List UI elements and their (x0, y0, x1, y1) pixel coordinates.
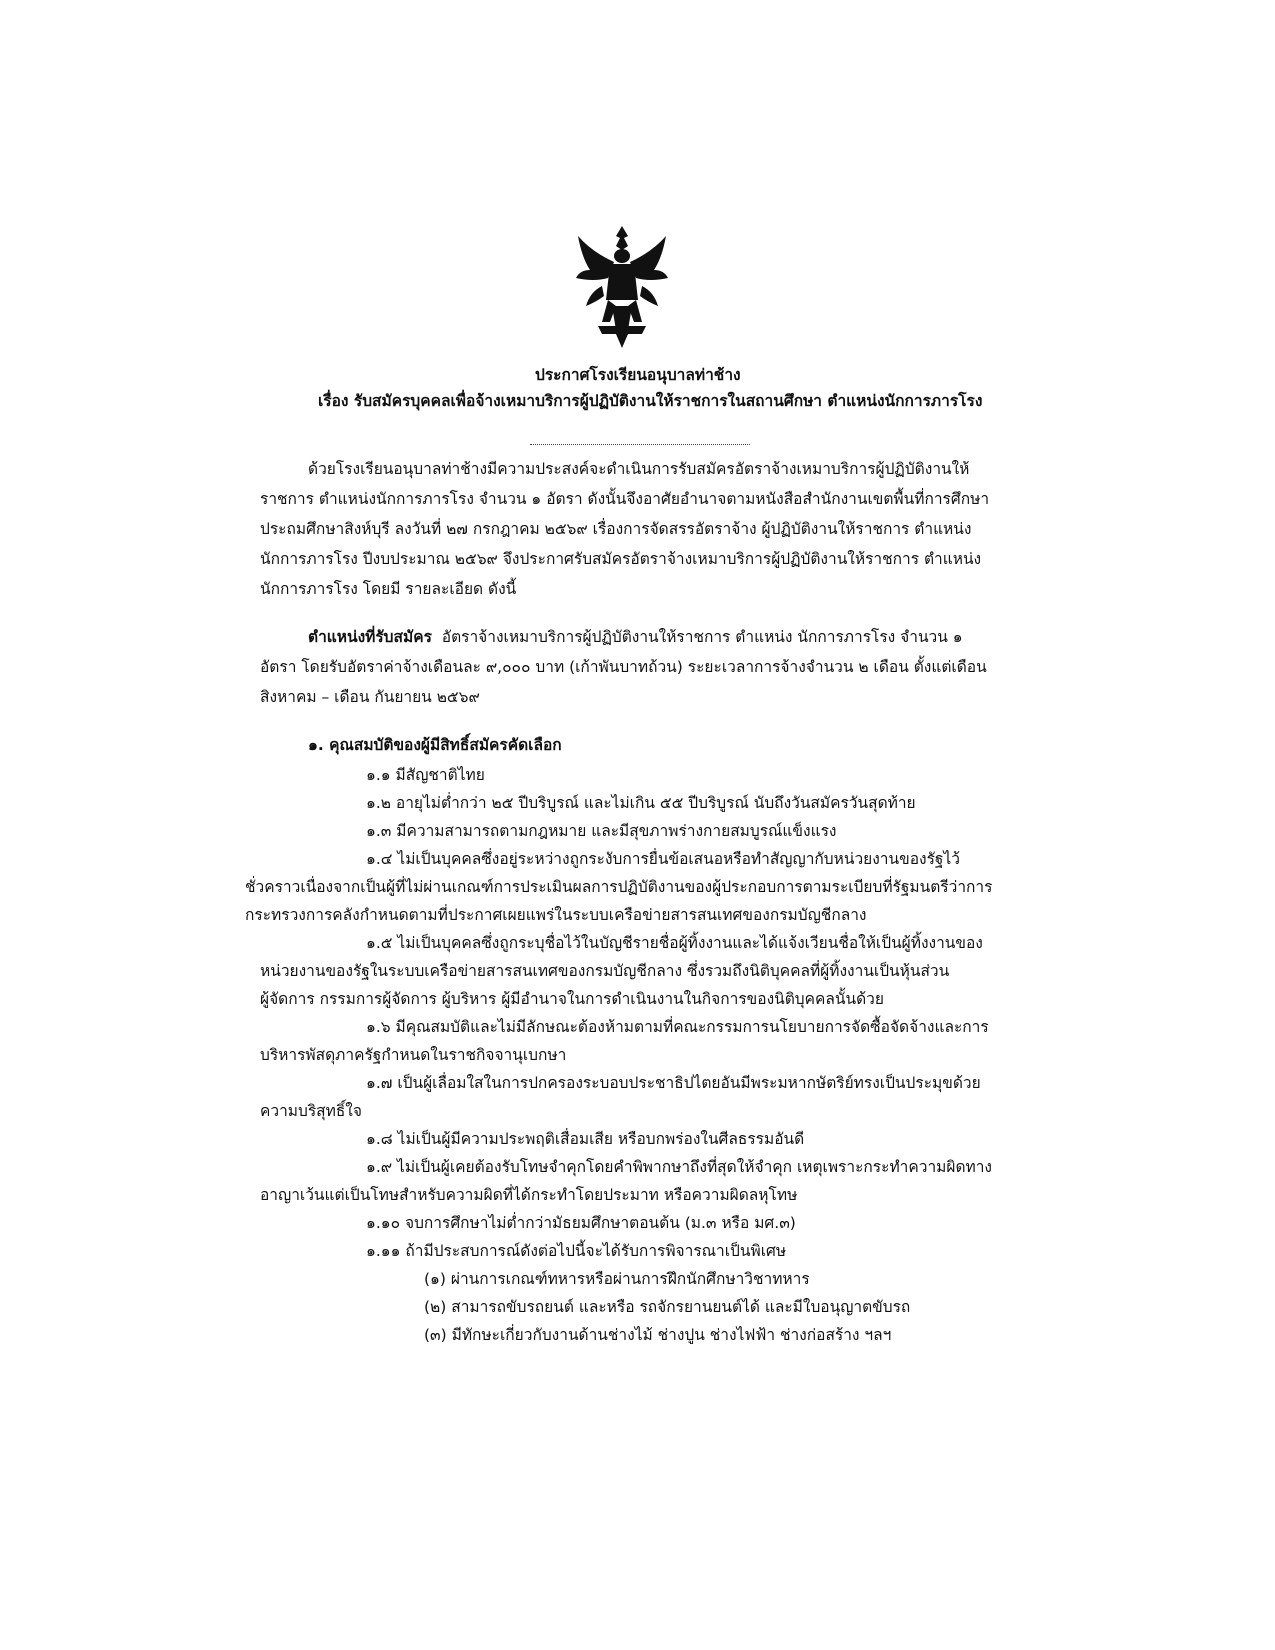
qualification-line: ๑.๙ ไม่เป็นผู้เคยต้องรับโทษจำคุกโดยคำพิพากษาถึงที่สุดให้จำคุก เหตุเพราะกระทำความผิดทาง (366, 1158, 993, 1176)
intro-line: ประถมศึกษาสิงห์บุรี ลงวันที่ ๒๗ กรกฎาคม ๒๕๖๙ เรื่องการจัดสรรอัตราจ้าง ผู้ปฏิบัติงานให้ราชการ ตำแหน่ง (260, 520, 972, 538)
qualification-line: หน่วยงานของรัฐในระบบเครือข่ายสารสนเทศของกรมบัญชีกลาง ซึ่งรวมถึงนิติบุคคลที่ผู้ทิ้งงานเป็นหุ้นส่วน (260, 962, 950, 980)
qualification-line: ๑.๑๐ จบการศึกษาไม่ต่ำกว่ามัธยมศึกษาตอนต้น (ม.๓ หรือ มศ.๓) (366, 1214, 796, 1232)
qualification-line: บริหารพัสดุภาครัฐกำหนดในราชกิจจานุเบกษา (260, 1046, 567, 1064)
position-label: ตำแหน่งที่รับสมัคร (308, 628, 432, 646)
position-line: อัตรา โดยรับอัตราค่าจ้างเดือนละ ๙,๐๐๐ บาท (เก้าพันบาทถ้วน) ระยะเวลาการจ้างจำนวน ๒ เดือน ตั้งแต่เดือน (260, 658, 987, 676)
position-text: อัตราจ้างเหมาบริการผู้ปฏิบัติงานให้ราชการ ตำแหน่ง นักการภารโรง จำนวน ๑ (441, 628, 963, 646)
intro-line: ด้วยโรงเรียนอนุบาลท่าช้างมีความประสงค์จะดำเนินการรับสมัครอัตราจ้างเหมาบริการผู้ปฏิบัติงานให้ (308, 460, 970, 478)
announcement-subject: เรื่อง รับสมัครบุคคลเพื่อจ้างเหมาบริการผู้ปฏิบัติงานให้ราชการในสถานศึกษา ตำแหน่งนักการภารโรง (318, 392, 983, 410)
position-line: สิงหาคม – เดือน กันยายน ๒๕๖๙ (260, 688, 480, 706)
announcement-title: ประกาศโรงเรียนอนุบาลท่าช้าง (535, 366, 741, 384)
section-heading: ๑. คุณสมบัติของผู้มีสิทธิ์สมัครคัดเลือก (308, 736, 562, 754)
qualification-line: ๑.๗ เป็นผู้เลื่อมใสในการปกครองระบอบประชาธิปไตยอันมีพระมหากษัตริย์ทรงเป็นประมุขด้วย (366, 1074, 981, 1092)
qualification-line: ๑.๕ ไม่เป็นบุคคลซึ่งถูกระบุชื่อไว้ในบัญชีรายชื่อผู้ทิ้งงานและได้แจ้งเวียนชื่อให้เป็นผู้ทิ้งงานของ (366, 934, 983, 952)
qualification-subitem: (๒) สามารถขับรถยนต์ และหรือ รถจักรยานยนต์ได้ และมีใบอนุญาตขับรถ (424, 1298, 911, 1316)
qualification-subitem: (๓) มีทักษะเกี่ยวกับงานด้านช่างไม้ ช่างปูน ช่างไฟฟ้า ช่างก่อสร้าง ฯลฯ (424, 1326, 892, 1344)
qualification-line: ๑.๘ ไม่เป็นผู้มีความประพฤติเสื่อมเสีย หรือบกพร่องในศีลธรรมอันดี (366, 1130, 805, 1148)
intro-line: นักการภารโรง โดยมี รายละเอียด ดังนี้ (260, 580, 517, 598)
qualification-line: ผู้จัดการ กรรมการผู้จัดการ ผู้บริหาร ผู้มีอำนาจในการดำเนินงานในกิจการของนิติบุคคลนั้นด้วย (260, 990, 884, 1008)
qualification-line: ๑.๓ มีความสามารถตามกฎหมาย และมีสุขภาพร่างกายสมบูรณ์แข็งแรง (366, 822, 837, 840)
qualification-line: ความบริสุทธิ์ใจ (260, 1102, 362, 1120)
qualification-line: ๑.๔ ไม่เป็นบุคคลซึ่งอยู่ระหว่างถูกระงับการยื่นข้อเสนอหรือทำสัญญากับหน่วยงานของรัฐไว้ (366, 850, 960, 868)
qualification-line: ๑.๑ มีสัญชาติไทย (366, 766, 485, 784)
divider (530, 444, 750, 445)
qualification-line: ๑.๖ มีคุณสมบัติและไม่มีลักษณะต้องห้ามตามที่คณะกรรมการนโยบายการจัดซื้อจัดจ้างและการ (366, 1018, 989, 1036)
qualification-line: อาญาเว้นแต่เป็นโทษสำหรับความผิดที่ได้กระทำโดยประมาท หรือความผิดลหุโทษ (260, 1186, 798, 1204)
qualification-line: ชั่วคราวเนื่องจากเป็นผู้ที่ไม่ผ่านเกณฑ์การประเมินผลการปฏิบัติงานของผู้ประกอบการตามระเบียบที่รัฐมนตรีว่าการ (245, 878, 993, 896)
qualification-line: ๑.๑๑ ถ้ามีประสบการณ์ดังต่อไปนี้จะได้รับการพิจารณาเป็นพิเศษ (366, 1242, 787, 1260)
qualification-line: ๑.๒ อายุไม่ต่ำกว่า ๒๕ ปีบริบูรณ์ และไม่เกิน ๕๕ ปีบริบูรณ์ นับถึงวันสมัครวันสุดท้าย (366, 794, 916, 812)
qualification-line: กระทรวงการคลังกำหนดตามที่ประกาศเผยแพร่ในระบบเครือข่ายสารสนเทศของกรมบัญชีกลาง (245, 906, 867, 924)
intro-line: ราชการ ตำแหน่งนักการภารโรง จำนวน ๑ อัตรา ดังนั้นจึงอาศัยอำนาจตามหนังสือสำนักงานเขตพื้นที่การศึกษา (260, 490, 990, 508)
garuda-emblem-icon (572, 222, 672, 352)
qualification-subitem: (๑) ผ่านการเกณฑ์ทหารหรือผ่านการฝึกนักศึกษาวิชาทหาร (424, 1270, 810, 1288)
position-line (308, 626, 963, 648)
intro-line: นักการภารโรง ปีงบประมาณ ๒๕๖๙ จึงประกาศรับสมัครอัตราจ้างเหมาบริการผู้ปฏิบัติงานให้ราชการ ตำแหน่ง (260, 550, 982, 568)
